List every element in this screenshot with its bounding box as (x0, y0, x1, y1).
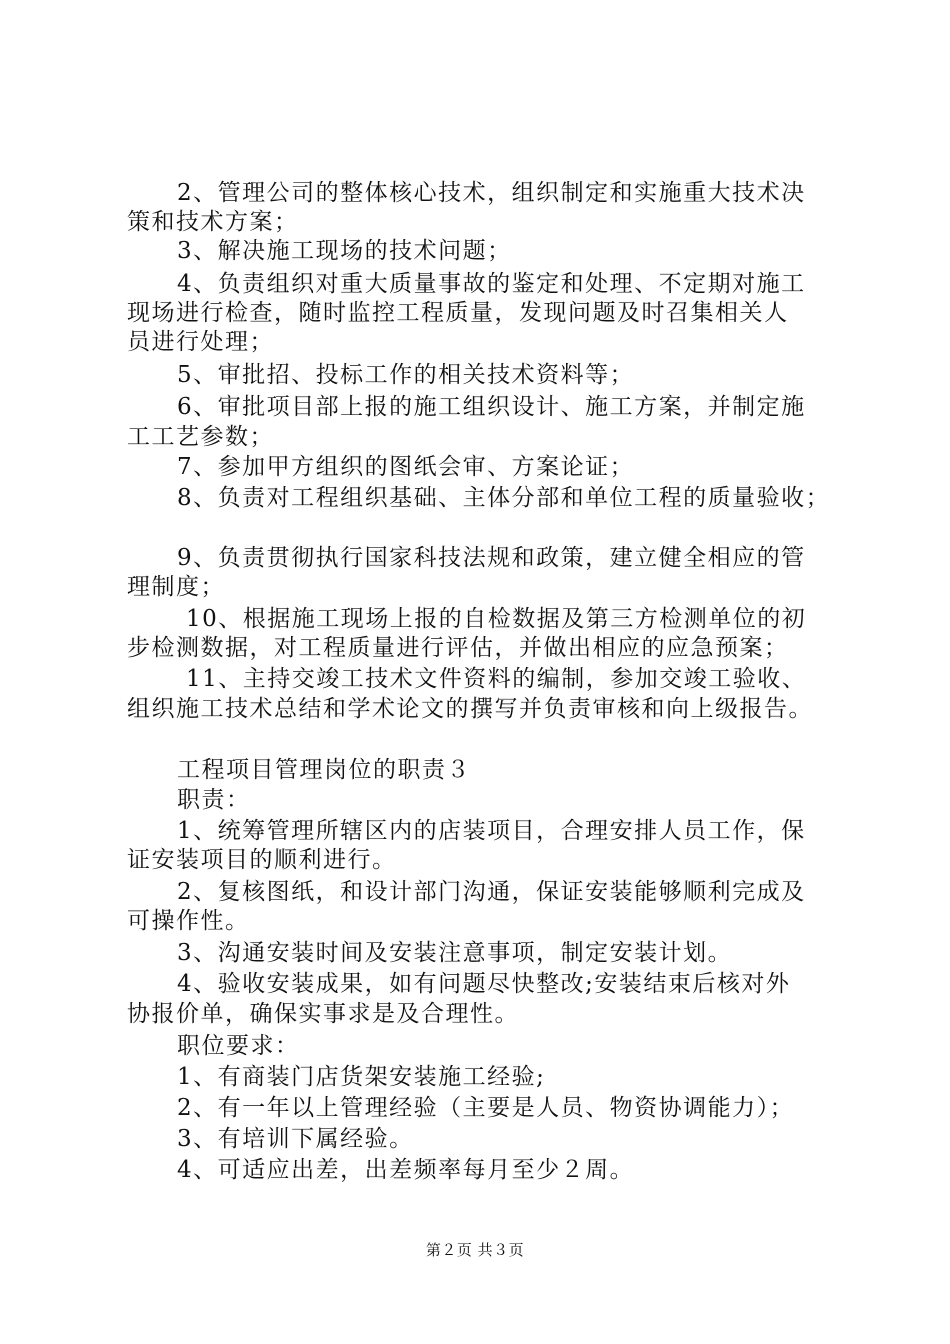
paragraph-line: 8、负责对工程组织基础、主体分部和单位工程的质量验收； (177, 485, 831, 511)
paragraph-line: 2、复核图纸，和设计部门沟通，保证安装能够顺利完成及 (177, 879, 806, 905)
paragraph-line: 4、验收安装成果，如有问题尽快整改;安装结束后核对外 (177, 971, 791, 997)
paragraph-line: 协报价单，确保实事求是及合理性。 (127, 1001, 519, 1027)
paragraph-line: 3、有培训下属经验。 (177, 1126, 414, 1152)
paragraph-line: 9、负责贯彻执行国家科技法规和政策，建立健全相应的管 (177, 545, 806, 571)
paragraph-line: 3、沟通安装时间及安装注意事项，制定安装计划。 (177, 940, 733, 966)
paragraph-line: 2、有一年以上管理经验（主要是人员、物资协调能力）； (177, 1095, 795, 1121)
paragraph-line: 10、根据施工现场上报的自检数据及第三方检测单位的初 (186, 606, 807, 632)
section-title: 工程项目管理岗位的职责３ (177, 757, 471, 783)
paragraph-line: 6、审批项目部上报的施工组织设计、施工方案，并制定施 (177, 394, 806, 420)
duties-label: 职责： (177, 787, 251, 813)
paragraph-line: 5、审批招、投标工作的相关技术资料等； (177, 362, 635, 388)
paragraph-line: 可操作性。 (127, 908, 250, 934)
paragraph-line: 策和技术方案； (127, 209, 299, 235)
paragraph-line: 1、有商装门店货架安装施工经验; (177, 1064, 546, 1090)
paragraph-line: 1、统筹管理所辖区内的店装项目，合理安排人员工作，保 (177, 818, 806, 844)
paragraph-line: 4、负责组织对重大质量事故的鉴定和处理、不定期对施工 (177, 271, 806, 297)
paragraph-line: 7、参加甲方组织的图纸会审、方案论证； (177, 454, 635, 480)
paragraph-line: 理制度； (127, 574, 225, 600)
paragraph-line: 11、主持交竣工技术文件资料的编制，参加交竣工验收、 (186, 666, 807, 692)
paragraph-line: 2、管理公司的整体核心技术，组织制定和实施重大技术决 (177, 180, 806, 206)
paragraph-line: 员进行处理； (127, 329, 274, 355)
requirements-label: 职位要求： (177, 1033, 300, 1059)
page-footer: 第２页 共３页 (425, 1241, 525, 1259)
paragraph-line: 3、解决施工现场的技术问题； (177, 238, 512, 264)
paragraph-line: 组织施工技术总结和学术论文的撰写并负责审核和向上级报告。 (127, 696, 813, 722)
paragraph-line: 现场进行检查，随时监控工程质量，发现问题及时召集相关人 (127, 300, 789, 326)
paragraph-line: 步检测数据，对工程质量进行评估，并做出相应的应急预案； (127, 635, 789, 661)
paragraph-line: 4、可适应出差，出差频率每月至少２周。 (177, 1157, 635, 1183)
paragraph-line: 工工艺参数； (127, 424, 274, 450)
paragraph-line: 证安装项目的顺利进行。 (127, 847, 397, 873)
